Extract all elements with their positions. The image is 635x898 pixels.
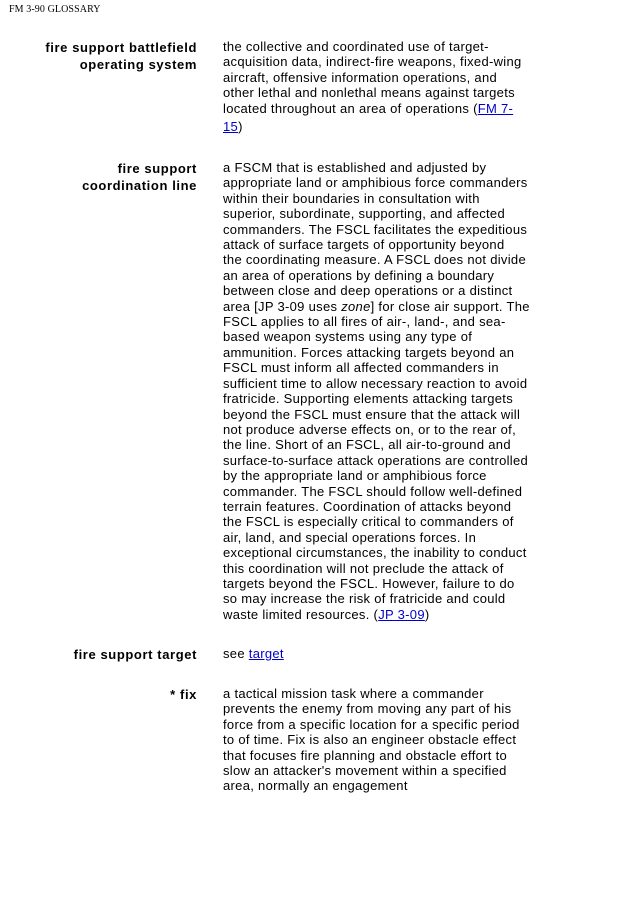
definition xyxy=(223,646,553,661)
def-line: force from a specific location for a specific period xyxy=(223,716,520,732)
term xyxy=(12,646,197,663)
definition xyxy=(223,39,553,137)
def-line: the FSCL is especially critical to commanders of xyxy=(223,514,514,530)
def-line: appropriate land or amphibious force commanders xyxy=(223,175,528,191)
def-line: beyond the FSCL must ensure that the attack will xyxy=(223,406,521,422)
term-line: * fix xyxy=(170,687,197,702)
def-line: exceptional circumstances, the inability to conduct xyxy=(223,545,527,561)
def-text: waste limited resources. ( xyxy=(223,606,379,622)
def-line: terrain features. Coordination of attacks beyond xyxy=(223,498,512,514)
def-line xyxy=(223,101,553,116)
def-line: FSCL must inform all affected commanders in xyxy=(223,360,499,376)
def-line: commanders. The FSCL facilitates the expeditious xyxy=(223,221,528,237)
def-line: surface-to-surface attack operations are controlled xyxy=(223,452,529,468)
reference-link-fm-7-15-cont[interactable]: 15 xyxy=(223,119,239,135)
def-line: prevents the enemy from moving any part of his xyxy=(223,701,512,717)
def-line: aircraft, offensive information operations, and xyxy=(223,69,498,85)
def-line: air, land, and special operations forces. In xyxy=(223,529,477,545)
def-line: between close and deep operations or a distinct xyxy=(223,283,513,299)
def-text: ) xyxy=(424,606,430,622)
def-line: FSCL applies to all fires of air-, land-, and sea- xyxy=(223,314,506,330)
term-line: fire support target xyxy=(73,647,197,662)
definition xyxy=(223,160,553,622)
def-text: area [JP 3-09 uses xyxy=(223,298,342,314)
def-line: a FSCM that is established and adjusted by xyxy=(223,160,487,175)
def-line: within their boundaries in consultation with xyxy=(223,190,480,206)
def-line: other lethal and nonlethal means against targets xyxy=(223,85,515,101)
definition xyxy=(223,686,553,794)
reference-link-jp-3-09[interactable]: JP 3-09 xyxy=(378,606,425,622)
def-text: ] for close air support. The xyxy=(370,298,530,314)
def-line: sufficient time to allow necessary reaction to avoid xyxy=(223,375,528,391)
def-text: located throughout an area of operations ( xyxy=(223,100,478,116)
def-line: the collective and coordinated use of target- xyxy=(223,39,489,54)
def-line xyxy=(223,607,553,622)
def-line: a tactical mission task where a commander xyxy=(223,686,484,701)
def-text: ) xyxy=(238,119,243,135)
def-line: commander. The FSCL should follow well-defined xyxy=(223,483,523,499)
def-line xyxy=(223,116,553,137)
def-line: by the appropriate land or amphibious force xyxy=(223,468,487,484)
term-line: operating system xyxy=(79,57,197,73)
def-line: ammunition. Forces attacking targets beyond an xyxy=(223,344,515,360)
def-line: attack of surface targets of opportunity beyond xyxy=(223,237,505,253)
page-header: FM 3-90 GLOSSARY xyxy=(9,4,101,15)
def-line: so may increase the risk of fratricide and could xyxy=(223,591,506,607)
term xyxy=(12,686,197,703)
term-line: fire support battlefield xyxy=(45,40,197,55)
def-line: based weapon systems using any type of xyxy=(223,329,473,345)
def-text: see xyxy=(223,646,249,661)
term xyxy=(12,39,197,74)
term-line: coordination line xyxy=(82,178,197,194)
def-line: area, normally an engagement xyxy=(223,778,408,794)
term-line: fire support xyxy=(117,161,197,176)
def-line: the coordinating measure. A FSCL does not divide xyxy=(223,252,526,268)
def-line xyxy=(223,646,553,661)
def-line: this coordination will not preclude the attack of xyxy=(223,560,504,576)
term xyxy=(12,160,197,195)
def-line: fratricide. Supporting elements attacking targets xyxy=(223,391,514,407)
def-line: that focuses fire planning and obstacle effort to xyxy=(223,747,508,763)
def-line: superior, subordinate, supporting, and affected xyxy=(223,206,505,222)
reference-link-fm-7-15[interactable]: FM 7- xyxy=(477,100,514,116)
def-line: slow an attacker's movement within a specified xyxy=(223,763,507,779)
def-emphasis: zone xyxy=(341,298,371,314)
def-line: an area of operations by defining a boundary xyxy=(223,267,495,283)
def-line: acquisition data, indirect-fire weapons, fixed-wing xyxy=(223,54,522,70)
def-line: not produce adverse effects on, or to the rear of, xyxy=(223,421,516,437)
def-line: the line. Short of an FSCL, all air-to-ground and xyxy=(223,437,511,453)
see-link-target[interactable]: target xyxy=(248,646,284,661)
def-line xyxy=(223,299,553,314)
def-line: to of time. Fix is also an engineer obstacle effect xyxy=(223,732,517,748)
def-line: targets beyond the FSCL. However, failure to do xyxy=(223,575,515,591)
